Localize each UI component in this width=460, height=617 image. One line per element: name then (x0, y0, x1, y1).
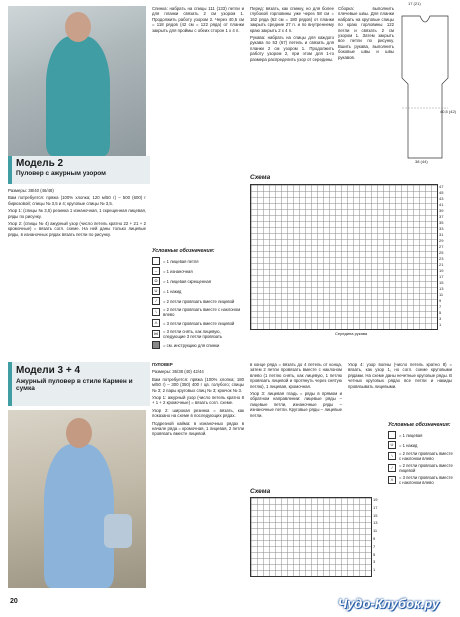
knit-stitch-symbol (152, 257, 160, 265)
chart-row-number: 27 (439, 244, 444, 249)
chart-row-number: 5 (373, 551, 376, 557)
model2-assembly: Сборка: выполнить плечевые швы. Для планки набрать на круговые спицы по краю горловины 122 петли и связать 2 см узором 1. Затем закрыть все петли по рисунку. Вшить рукава, выполнить боковые швы и швы рукавов. (338, 6, 394, 60)
chart-row-number: 39 (439, 208, 444, 213)
model34-row-numbers (372, 497, 384, 575)
legend-item: / = 2 петли провязать вместе лицевой (388, 463, 454, 473)
chart-row-number: 9 (439, 298, 442, 303)
chart-row-number: 33 (439, 226, 444, 231)
model34-label: ПУЛОВЕР (152, 362, 173, 367)
legend-item: = 1 лицевая (388, 431, 454, 439)
site-watermark: Чудо-Клубок.ру (338, 596, 440, 611)
chart-row-number: 11 (439, 292, 444, 297)
model-figure (46, 36, 110, 156)
dim-label-2: 38 (44) (415, 159, 428, 164)
ssk-symbol: \ (388, 452, 396, 460)
chart-row-number: 25 (439, 250, 444, 255)
model34-number: Модели 3 + 4 (16, 365, 81, 376)
chart-row-number: 29 (439, 238, 444, 243)
model34-legend-title: Условные обозначения: (388, 422, 451, 428)
chart-row-number: 13 (439, 286, 444, 291)
legend-item: U = 1 накид (388, 441, 454, 449)
chart-row-number: 23 (439, 256, 444, 261)
model2-sleeves: Рукава: набрать на спицы для каждого рукава по 53 (67) петель и связать для планки 2 см узором 1. Продолжить работу узором 2, при этом для 1-го размера распределить узор от середины. (250, 35, 334, 62)
model2-text-col4 (338, 6, 394, 171)
twisted-stitch-symbol: Ω (152, 277, 160, 285)
model34-knit1: Узор 1: ажурный узор (число петель кратно 8 + 1 + 2 кромочные) = вязать согл. схеме. (152, 395, 244, 406)
chart-row-number: 1 (373, 567, 376, 573)
model2-header (8, 156, 150, 184)
instruction-symbol (152, 341, 160, 349)
chart-row-number: 9 (373, 536, 376, 541)
legend-item: / = 2 петли провязать вместе лицевой (152, 297, 244, 305)
model34-photo (8, 410, 146, 588)
model2-schema-title: Схема (250, 174, 271, 181)
legend-item: – = 1 изнаночная (152, 267, 244, 275)
model2-photo (8, 6, 146, 156)
chart-row-number: 7 (439, 304, 442, 309)
yarn-over-symbol: U (388, 441, 396, 449)
sleeve-middle-label: Середина рукава (335, 331, 368, 336)
page-number: 20 (10, 598, 18, 605)
model34-sizes: Размеры: 36/38 (40) 42/44 (152, 369, 204, 375)
model-head (66, 418, 92, 448)
cable-symbol: ⋈ (154, 331, 158, 336)
chart-row-number: 11 (373, 528, 378, 534)
legend-item: ⋈ = 3 петли снять, как лицевую, следующие 3 петли провязать (154, 329, 223, 339)
chart-row-number: 45 (439, 190, 444, 195)
chart-row-number: 41 (439, 202, 444, 207)
model34-knit2: Узор 2: широкая резинка = вязать, как показано на схеме в последующих рядах. (152, 407, 244, 419)
model-figure (44, 444, 114, 588)
model2-sizes: Размеры: 38/40 (46/48) (8, 188, 54, 193)
model34-back2: Подрезной кайма: в изнаночных рядах в начале ряда = кромочная, 1 лицевая, 2 петли провязать вместе лицевой. (152, 420, 244, 437)
yarn-over-symbol: U (152, 287, 160, 295)
chart-row-number: 3 (373, 559, 376, 565)
chart-row-number: 5 (439, 310, 442, 315)
k3tog-symbol: Λ (152, 319, 160, 327)
model2-number: Модель 2 (16, 158, 64, 169)
chart-row-number: 43 (439, 196, 444, 201)
chart-row-number: 21 (439, 262, 444, 267)
legend-item: = см. инструкцию для спинки (152, 341, 244, 349)
purl-stitch-symbol: – (152, 267, 160, 275)
chart-row-number: 37 (439, 214, 444, 219)
chart-row-number: 17 (439, 274, 444, 279)
model2-text-col2 (152, 6, 244, 241)
chart-row-number: 31 (439, 232, 444, 237)
model2-title: Пуловер с ажурным узором (16, 170, 106, 177)
chart-row-number: 1 (439, 322, 442, 327)
k3tog-symbol: Λ (388, 476, 396, 484)
model2-materials: Вам потребуется: пряжа (100% хлопка; 120 м/50 г) – 500 (600) г бирюзовой; спицы № 3,5 и 4; круговые спицы № 3,5. (8, 195, 146, 206)
model34-chart-grid (250, 497, 372, 577)
model34-legend (388, 422, 454, 572)
model34-schema-title: Схема (250, 488, 271, 495)
model34-header (8, 362, 150, 406)
chart-row-number: 17 (373, 504, 378, 510)
model34-pattern4: Узор 4: узор волны (число петель кратно 8) = вязать, как узор 1, но согл. схеме круговыми рядами. На схеме даны нечетные круговые ряды. В четных круговых рядах все петли и накиды провязывать лицевыми. (348, 362, 452, 389)
legend-item: \ = 2 петли провязать вместе с наклоном влево (152, 307, 244, 317)
model2-legend-title: Условные обозначения: (152, 248, 215, 254)
model2-text-col3 (250, 6, 334, 171)
model34-border: Узор 3: лицевая гладь = ряды в прямом и обратном направлении: лицевые ряды – лицевые петли, изнаночные ряды – изнаночные петли. Круговые ряды – лицевые петли. (250, 391, 342, 418)
dim-label-3: 40,5 (42) (440, 109, 457, 114)
knit-stitch-symbol (388, 431, 396, 439)
model-head (65, 12, 91, 42)
chart-row-number: 7 (373, 543, 376, 549)
model2-pattern2: Узор 2: (спицы № 4) ажурный узор (число петель кратно 22 + 21 + 2 кромочные) = вязать согл. схеме. На ней даны только лицевые ряды, в изнаночных рядах вязать петли по рисунку. (8, 221, 146, 237)
legend-item: Λ = 3 петли провязать вместе с наклоном влево (388, 475, 454, 485)
model2-front: Перед: вязать, как спинку, но для более глубокой горловины уже через 58 см = 162 ряда (62 см = 180 рядов) от планки закрыть средние 27 п. и по внутреннему краю закрыть 2 х 4 п. (250, 6, 334, 33)
legend-item: = 1 лицевая петля (152, 257, 244, 265)
bag-figure (104, 514, 132, 548)
legend-item: Ω = 1 лицевая скрещенная (152, 277, 244, 285)
chart-row-number: 35 (439, 220, 444, 225)
dim-label-1: 17 (21) (408, 1, 421, 6)
chart-row-number: 19 (439, 268, 444, 273)
k2tog-symbol: / (388, 464, 396, 472)
legend-item: \ = 2 петли провязать вместе с наклоном влево (388, 451, 454, 461)
model34-mid: в конце ряда = вязать до 4 петель от конца, затем 2 петли провязать вместе с наклоном влево (1 петлю снять, как лицевую, 1 петлю провязать лицевой и протянуть через снятую петлю), 1 лицевая, кромочная. (250, 362, 342, 389)
model2-pattern1: Узор 1: (спицы № 3,5) резинка 1 изнаночная, 1 скрещенная лицевая, ряды по рисунку. (8, 208, 146, 219)
model34-title: Ажурный пуловер в стиле Кармен и сумка (16, 378, 133, 392)
chart-row-number: 13 (373, 520, 378, 526)
model2-text-col1 (8, 188, 146, 358)
chart-row-number: 19 (373, 497, 378, 502)
chart-row-number: 15 (373, 512, 378, 518)
k2tog-symbol: / (152, 297, 160, 305)
model2-chart-grid (250, 184, 438, 330)
model2-row-numbers (438, 184, 452, 328)
model34-text-col3 (348, 362, 452, 418)
chart-row-number: 15 (439, 280, 444, 285)
legend-item: Λ = 3 петли провязать вместе лицевой (152, 319, 244, 327)
legend-item: U = 1 накид (152, 287, 244, 295)
ssk-symbol: \ (152, 308, 160, 316)
garment-diagram (396, 8, 457, 168)
chart-row-number: 3 (439, 316, 442, 321)
model34-text-col1 (152, 362, 244, 592)
chart-row-number: 47 (439, 184, 444, 189)
model34-text-col2 (250, 362, 342, 487)
model34-materials: Вам потребуется: пряжа (100% хлопка; 180 м/50 г) – 300 (350) 400 г цв. голубого; спицы № 3; 2 пары круговых спиц № 3; крючок № 3. (152, 376, 244, 393)
model2-back: Спинка: набрать на спицы 111 (133) петли и для планки связать 2 см узором 1. Продолжить работу узором 2. Через 40,5 см = 118 рядов (42 см = 122 ряда) от планки закрыть для проймы с обеих сторон 1 х 4 п. (152, 6, 244, 33)
